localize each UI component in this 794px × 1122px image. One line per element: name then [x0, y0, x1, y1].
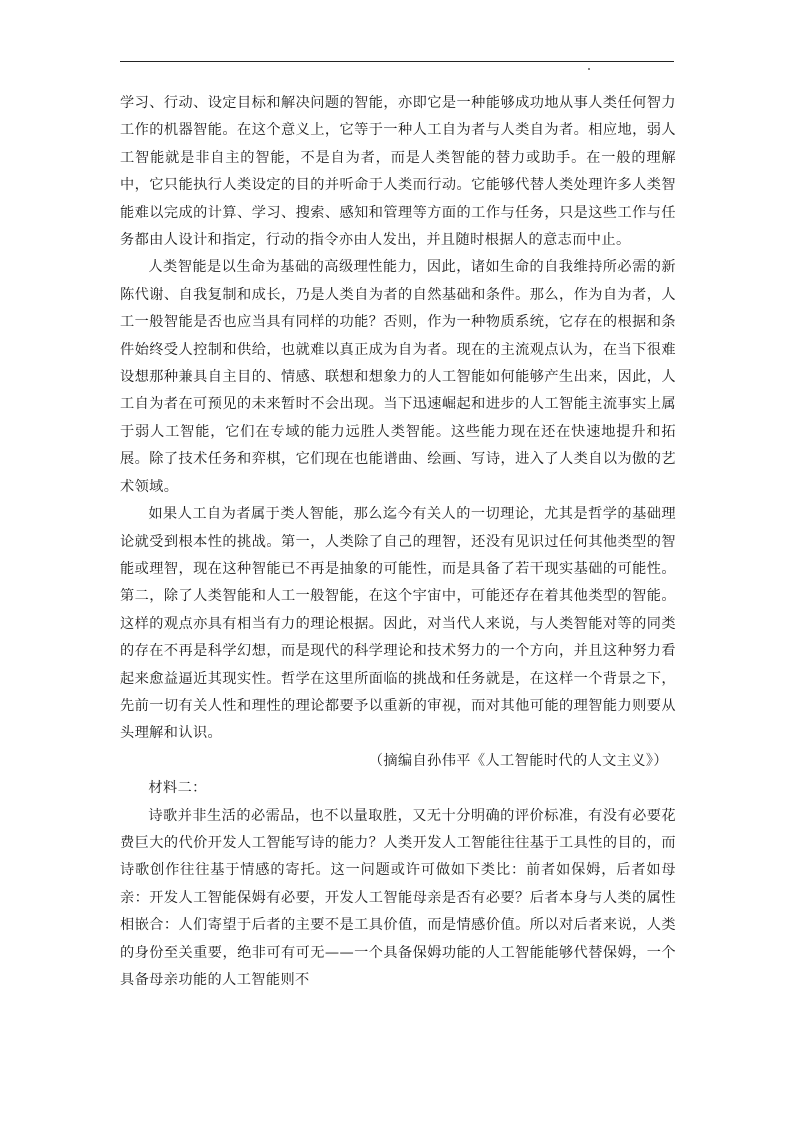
- source-citation: （摘编自孙伟平《人工智能时代的人文主义》）: [368, 752, 668, 769]
- header-mark: [588, 68, 590, 70]
- material-two-label: 材料二：: [148, 780, 207, 797]
- document-body: [120, 90, 676, 994]
- paragraph-human-intelligence: 人类智能是以生命为基础的高级理性能力，因此，诸如生命的自我维持所必需的新陈代谢、自我复制和成长，乃是人类自为者的自然基础和条件。那么，作为自为者，人工一般智能是否也应当具有同样的功能？否则，作为一种物质系统，它存在的根据和条件始终受人控制和供给，也就难以真正成为自为者。现在的主流观点认为，在当下很难设想那种兼具自主目的、情感、联想和想象力的人工智能如何能够产生出来，因此，人工自为者在可预见的未来暂时不会出现。当下迅速崛起和进步的人工智能主流事实上属于弱人工智能，它们在专域的能力远胜人类智能。这些能力现在还在快速地提升和拓展。除了技术任务和弈棋，它们现在也能谱曲、绘画、写诗，进入了人类自以为傲的艺术领域。: [120, 259, 676, 495]
- header-rule: [120, 61, 674, 62]
- paragraph-continuation: 学习、行动、设定目标和解决问题的智能，亦即它是一种能够成功地从事人类任何智力工作的机器智能。在这个意义上，它等于一种人工自为者与人类自为者。相应地，弱人工智能就是非自主的智能，不是自为者，而是人类智能的替力或助手。在一般的理解中，它只能执行人类设定的目的并听命于人类而行动。它能够代替人类处理许多人类智能难以完成的计算、学习、搜索、感知和管理等方面的工作与任务，只是这些工作与任务都由人设计和指定，行动的指令亦由人发出，并且随时根据人的意志而中止。: [120, 95, 676, 249]
- paragraph-poetry: 诗歌并非生活的必需品，也不以量取胜，又无十分明确的评价标准，有没有必要花费巨大的代价开发人工智能写诗的能力？人类开发人工智能往往基于工具性的目的，而诗歌创作往往基于情感的寄托。这一问题或许可做如下类比：前者如保姆，后者如母亲：开发人工智能保姆有必要，开发人工智能母亲是否有必要？后者本身与人类的属性相嵌合：人们寄望于后者的主要不是工具价值，而是情感价值。所以对后者来说，人类的身份至关重要，绝非可有可无——一个具备保姆功能的人工智能能够代替保姆，一个具备母亲功能的人工智能则不: [120, 807, 676, 988]
- paragraph-philosophy-challenge: 如果人工自为者属于类人智能，那么迄今有关人的一切理论，尤其是哲学的基础理论就受到根本性的挑战。第一，人类除了自己的理智，还没有见识过任何其他类型的智能或理智，现在这种智能已不再是抽象的可能性，而是具备了若干现实基础的可能性。第二，除了人类智能和人工一般智能，在这个宇宙中，可能还存在着其他类型的智能。这样的观点亦具有相当有力的理论根据。因此，对当代人来说，与人类智能对等的同类的存在不再是科学幻想，而是现代的科学理论和技术努力的一个方向，并且这种努力看起来愈益逼近其现实性。哲学在这里所面临的挑战和任务就是，在这样一个背景之下，先前一切有关人性和理性的理论都要予以重新的审视，而对其他可能的理智能力则要从头理解和认识。: [120, 506, 676, 742]
